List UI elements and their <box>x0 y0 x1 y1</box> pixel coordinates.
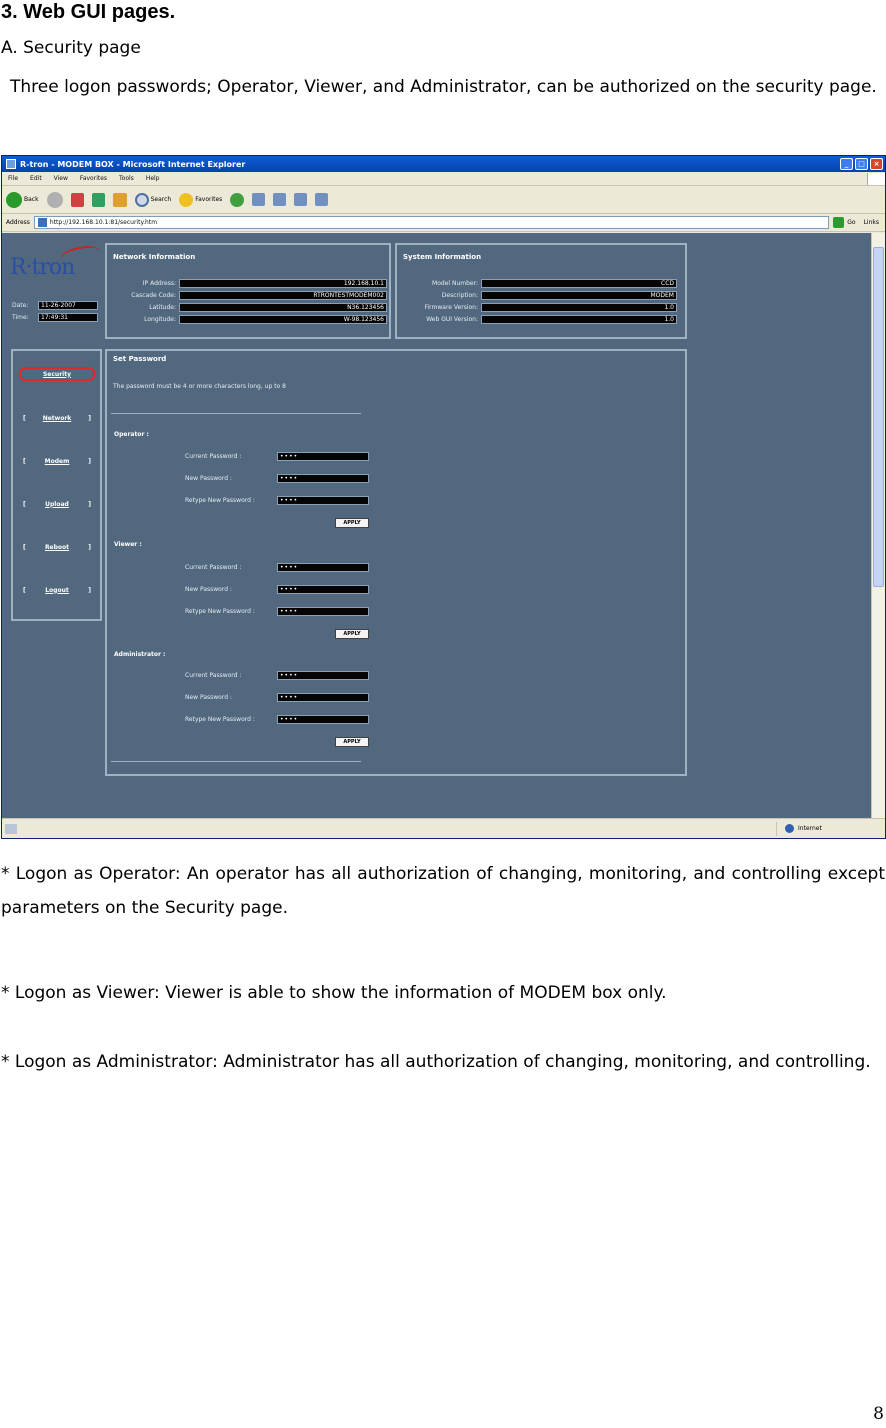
bracket-icon: [ <box>23 414 26 422</box>
model-number-label: Model Number: <box>432 280 478 287</box>
latitude-value: N36.123456 <box>179 303 387 312</box>
viewer-group-label: Viewer : <box>114 541 142 548</box>
retype-password-label: Retype New Password : <box>185 716 255 723</box>
info-row <box>109 291 387 300</box>
menu-edit[interactable]: Edit <box>30 175 42 182</box>
mail-icon <box>252 193 265 206</box>
browser-menu-bar <box>2 172 885 186</box>
browser-title-bar <box>2 156 885 172</box>
info-row <box>399 303 677 312</box>
operator-retype-password-input[interactable]: •••• <box>277 496 369 505</box>
viewer-current-row <box>185 563 369 572</box>
admin-new-password-input[interactable]: •••• <box>277 693 369 702</box>
zone-label: Internet <box>798 825 822 832</box>
operator-new-row <box>185 474 369 483</box>
minimize-icon[interactable]: _ <box>840 158 853 170</box>
admin-apply-button[interactable]: APPLY <box>335 737 369 747</box>
nav-network-label: Network <box>42 414 72 422</box>
viewer-retype-row <box>185 607 369 616</box>
links-label[interactable]: Links <box>863 219 879 226</box>
search-icon <box>135 193 149 207</box>
forward-button[interactable] <box>47 192 63 208</box>
address-label: Address <box>6 219 30 226</box>
viewer-retype-password-input[interactable]: •••• <box>277 607 369 616</box>
info-row <box>399 291 677 300</box>
star-icon <box>179 193 193 207</box>
web-gui-version-label: Web GUI Version: <box>426 316 478 323</box>
vertical-scrollbar[interactable] <box>871 233 885 820</box>
nav-network[interactable] <box>19 411 95 425</box>
browser-title: R-tron - MODEM BOX - Microsoft Internet Explorer <box>20 159 246 169</box>
cascade-code-label: Cascade Code: <box>131 292 176 299</box>
password-rule-note: The password must be 4 or more characters long, up to 8 <box>113 383 286 390</box>
mail-button[interactable] <box>252 193 265 206</box>
print-icon <box>273 193 286 206</box>
bracket-icon: [ <box>23 586 26 594</box>
bracket-icon: ] <box>88 414 91 422</box>
current-password-label: Current Password : <box>185 564 242 571</box>
web-page-content <box>2 233 872 820</box>
browser-screenshot <box>1 155 886 839</box>
firmware-version-value: 1.0 <box>481 303 677 312</box>
network-info-panel <box>105 243 391 339</box>
page-icon <box>38 218 47 227</box>
set-password-title: Set Password <box>113 355 167 363</box>
description-label: Description: <box>441 292 478 299</box>
admin-retype-row <box>185 715 369 724</box>
close-icon[interactable]: × <box>870 158 883 170</box>
system-info-title: System Information <box>403 253 482 261</box>
viewer-new-password-input[interactable]: •••• <box>277 585 369 594</box>
network-info-title: Network Information <box>113 253 196 261</box>
time-label: Time: <box>12 314 29 321</box>
viewer-description: * Logon as Viewer: Viewer is able to show the information of MODEM box only. <box>1 983 667 1003</box>
bracket-icon: [ <box>23 500 26 508</box>
nav-modem[interactable] <box>19 454 95 468</box>
operator-current-row <box>185 452 369 461</box>
back-label: Back <box>24 196 39 203</box>
operator-group-label: Operator : <box>114 431 149 438</box>
windows-logo-icon <box>867 173 885 185</box>
date-label: Date: <box>12 302 29 309</box>
history-icon <box>230 193 244 207</box>
globe-icon <box>785 824 794 833</box>
edit-button[interactable] <box>294 193 307 206</box>
admin-retype-password-input[interactable]: •••• <box>277 715 369 724</box>
admin-current-password-input[interactable]: •••• <box>277 671 369 680</box>
admin-new-row <box>185 693 369 702</box>
operator-apply-button[interactable]: APPLY <box>335 518 369 528</box>
new-password-label: New Password : <box>185 694 232 701</box>
admin-current-row <box>185 671 369 680</box>
web-gui-version-value: 1.0 <box>481 315 677 324</box>
model-number-value: CCD <box>481 279 677 288</box>
menu-help[interactable]: Help <box>145 175 160 182</box>
new-password-label: New Password : <box>185 475 232 482</box>
address-bar <box>2 214 885 232</box>
home-icon <box>113 193 127 207</box>
stop-button[interactable] <box>71 193 84 207</box>
operator-retype-row <box>185 496 369 505</box>
set-password-panel <box>105 349 687 776</box>
viewer-new-row <box>185 585 369 594</box>
bracket-icon: [ <box>23 543 26 551</box>
maximize-icon[interactable]: □ <box>855 158 868 170</box>
date-row <box>12 301 98 310</box>
date-value: 11-26-2007 <box>38 301 98 310</box>
administrator-group-label: Administrator : <box>114 651 166 658</box>
info-row <box>399 279 677 288</box>
ie-icon <box>6 159 16 169</box>
history-button[interactable] <box>230 193 244 207</box>
messenger-button[interactable] <box>315 193 328 206</box>
new-password-label: New Password : <box>185 586 232 593</box>
info-row <box>109 315 387 324</box>
security-zone <box>785 824 885 833</box>
edit-icon <box>294 193 307 206</box>
operator-current-password-input[interactable]: •••• <box>277 452 369 461</box>
subsection-heading: A. Security page <box>1 38 141 58</box>
go-arrow-icon <box>833 217 844 228</box>
nav-reboot[interactable] <box>19 540 95 554</box>
firmware-version-label: Firmware Version: <box>424 304 478 311</box>
bracket-icon: [ <box>23 457 26 465</box>
logo-swoosh-icon <box>59 243 101 267</box>
favorites-label: Favorites <box>195 196 223 203</box>
forward-arrow-icon <box>47 192 63 208</box>
refresh-button[interactable] <box>92 193 105 207</box>
print-button[interactable] <box>273 193 286 206</box>
cascade-code-value: RTRONTESTMODEM002 <box>179 291 387 300</box>
back-arrow-icon <box>6 192 22 208</box>
intro-paragraph <box>1 70 885 104</box>
search-label: Search <box>150 196 172 203</box>
latitude-label: Latitude: <box>149 304 176 311</box>
favorites-button[interactable] <box>179 193 222 207</box>
intro-text: Three logon passwords; Operator, Viewer, and Administrator, can be authorized on the security page. <box>10 77 877 97</box>
back-button[interactable] <box>6 192 39 208</box>
menu-view[interactable]: View <box>53 175 68 182</box>
bracket-icon: ] <box>88 500 91 508</box>
address-url: http://192.168.10.1:81/security.htm <box>49 219 158 226</box>
time-row <box>12 313 98 322</box>
info-row <box>399 315 677 324</box>
browser-status-bar <box>2 818 885 838</box>
nav-modem-label: Modem <box>44 457 70 465</box>
nav-logout-label: Logout <box>45 586 69 594</box>
menu-favorites[interactable]: Favorites <box>79 175 108 182</box>
divider <box>111 413 361 414</box>
retype-password-label: Retype New Password : <box>185 608 255 615</box>
bracket-icon: ] <box>88 543 91 551</box>
system-info-panel <box>395 243 687 339</box>
messenger-icon <box>315 193 328 206</box>
description-value: MODEM <box>481 291 677 300</box>
nav-upload[interactable] <box>19 497 95 511</box>
current-password-label: Current Password : <box>185 672 242 679</box>
longitude-label: Longitude: <box>144 316 176 323</box>
go-button[interactable] <box>833 217 859 228</box>
search-button[interactable] <box>135 193 172 207</box>
go-label: Go <box>847 219 856 226</box>
section-heading: 3. Web GUI pages. <box>1 1 176 23</box>
nav-panel <box>11 349 102 621</box>
window-controls <box>840 158 883 170</box>
operator-description: * Logon as Operator: An operator has all authorization of changing, monitoring, and controlling except parameters on the Security page. <box>1 864 885 918</box>
info-row <box>109 279 387 288</box>
nav-upload-label: Upload <box>45 500 69 508</box>
page-number: 8 <box>873 1404 884 1424</box>
current-password-label: Current Password : <box>185 453 242 460</box>
info-row <box>109 303 387 312</box>
nav-security[interactable] <box>19 367 95 381</box>
nav-reboot-label: Reboot <box>44 543 70 551</box>
bracket-icon: ] <box>88 586 91 594</box>
menu-file[interactable]: File <box>8 175 19 182</box>
status-divider <box>776 822 777 836</box>
address-input[interactable] <box>34 216 829 229</box>
bracket-icon: ] <box>88 457 91 465</box>
page-status-icon <box>5 824 17 834</box>
home-button[interactable] <box>113 193 127 207</box>
nav-logout[interactable] <box>19 583 95 597</box>
refresh-icon <box>92 193 105 207</box>
stop-icon <box>71 193 84 207</box>
rtron-logo: R·tron <box>10 255 75 280</box>
time-value: 17:49:31 <box>38 313 98 322</box>
retype-password-label: Retype New Password : <box>185 497 255 504</box>
divider <box>111 761 361 762</box>
browser-toolbar <box>2 186 885 214</box>
ip-address-value: 192.168.10.1 <box>179 279 387 288</box>
longitude-value: W-98.123456 <box>179 315 387 324</box>
scrollbar-thumb[interactable] <box>873 247 884 587</box>
ip-address-label: IP Address: <box>142 280 176 287</box>
viewer-apply-button[interactable]: APPLY <box>335 629 369 639</box>
administrator-description: * Logon as Administrator: Administrator has all authorization of changing, monitoring, and controlling. <box>1 1052 871 1072</box>
nav-security-label: Security <box>42 370 71 378</box>
operator-new-password-input[interactable]: •••• <box>277 474 369 483</box>
menu-tools[interactable]: Tools <box>119 175 134 182</box>
viewer-current-password-input[interactable]: •••• <box>277 563 369 572</box>
